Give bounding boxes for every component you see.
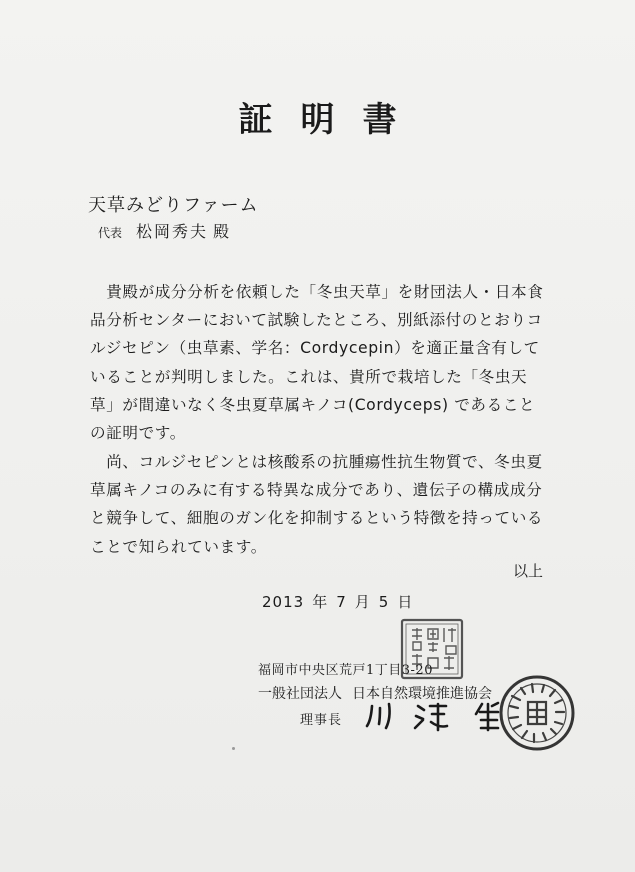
- closing-mark: 以上: [512, 562, 543, 580]
- recipient-line: [98, 219, 231, 242]
- issuer-organization: 日本自然環境推進協会: [352, 686, 492, 702]
- handwritten-signature: [360, 698, 520, 734]
- date-day: 5: [378, 593, 390, 611]
- date-day-unit: 日: [397, 593, 414, 611]
- body-paragraph-1: 貴殿が成分分析を依頼した「冬虫天草」を財団法人・日本食品分析センターにおいて試験したところ、別紙添付のとおりコルジセピン（虫草素、学名：Cordycepin）を適正量含有していることが判明しました。これは、貴所で栽培した「冬虫天草」が間違いなく冬虫夏草属キノコ(Cordyceps) であることの証明です。: [90, 283, 544, 443]
- date-year: 2013: [262, 593, 305, 611]
- issuer-title: 理事長: [300, 713, 343, 728]
- date-month: 7: [336, 593, 347, 611]
- issuer-org-type: 一般社団法人: [258, 686, 342, 702]
- document-title: 証明書: [238, 100, 425, 140]
- date-month-unit: 月: [354, 593, 371, 611]
- body-paragraph-2: 尚、コルジセピンとは核酸系の抗腫瘍性抗生物質で、冬虫夏草属キノコのみに有する特異な成分であり、遺伝子の構成成分と競争して、細胞のガン化を抑制するという特徴を持っていることで知られています。: [90, 453, 544, 556]
- recipient-name: 松岡秀夫: [136, 222, 209, 241]
- paper-speck: [232, 747, 235, 750]
- recipient-organization: 天草みどりファーム: [88, 195, 259, 216]
- issuer-address: 福岡市中央区荒戸1丁目3-20: [258, 663, 433, 678]
- recipient-honorific: 殿: [213, 222, 232, 241]
- round-seal-stamp: [498, 674, 576, 752]
- date-year-unit: 年: [312, 593, 329, 611]
- recipient-role: 代表: [98, 226, 123, 240]
- issue-date: [262, 591, 413, 612]
